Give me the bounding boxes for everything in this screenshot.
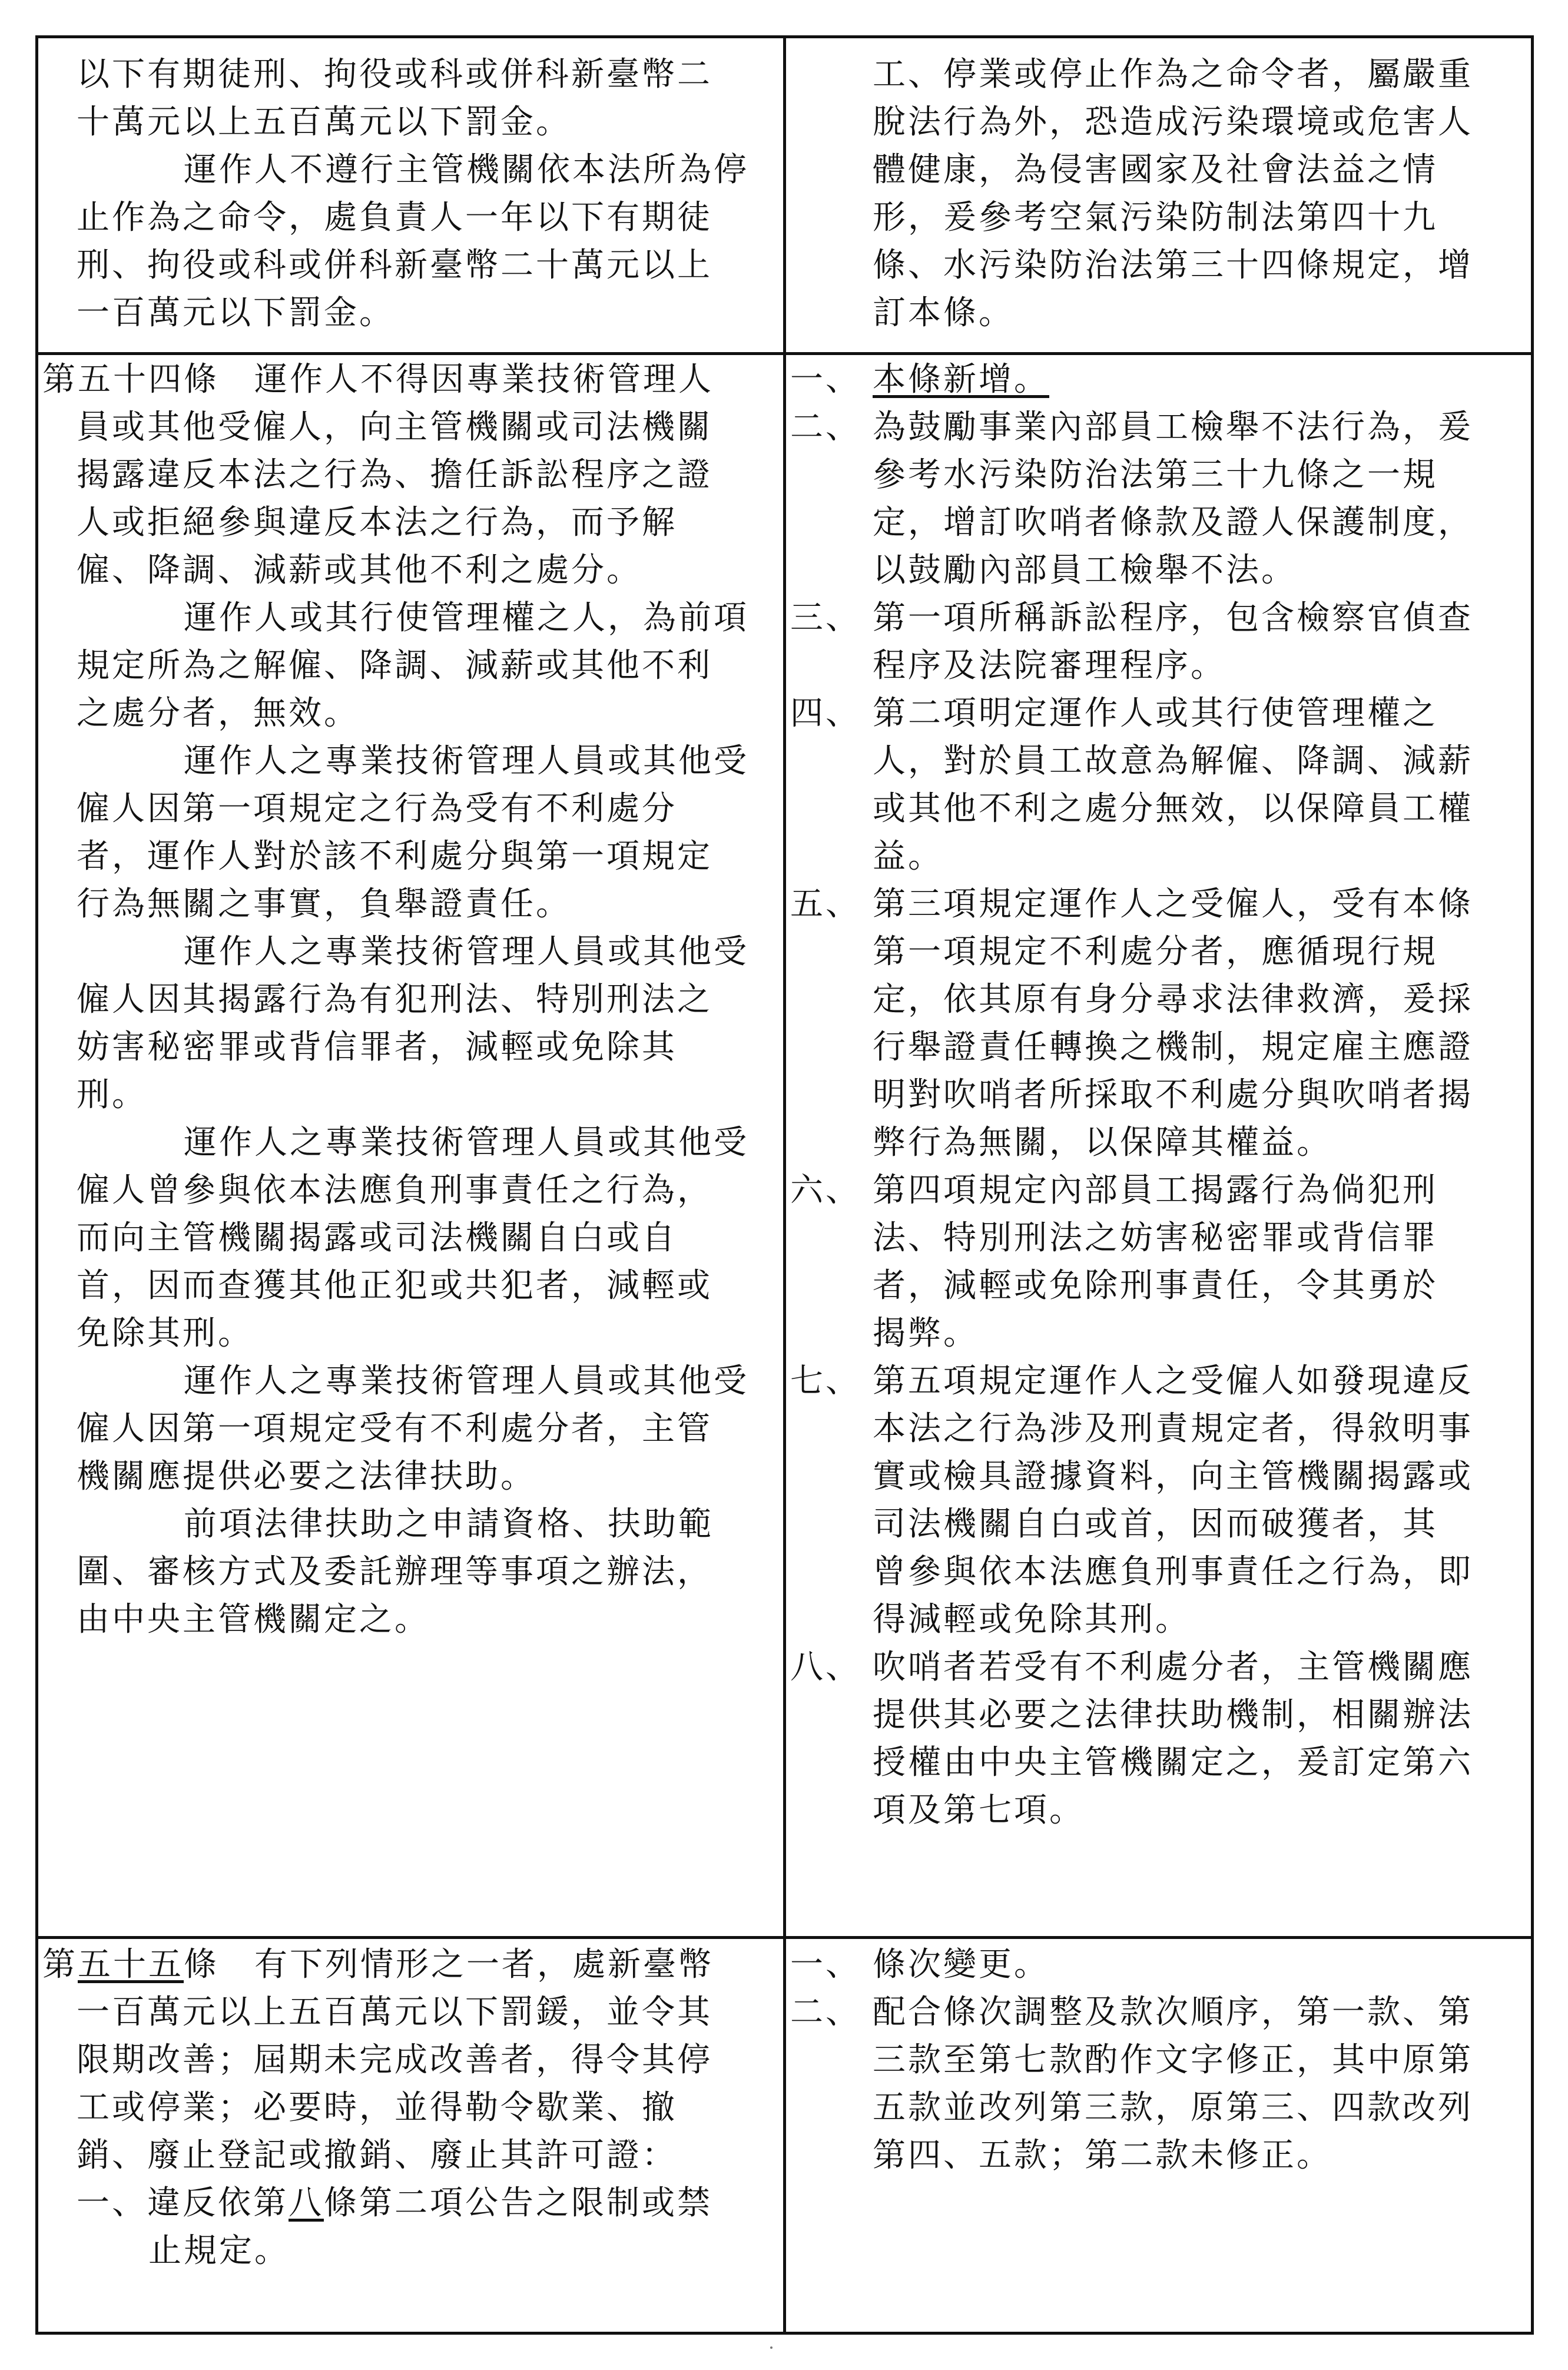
- text-line: 授權由中央主管機關定之，爰訂定第六: [873, 1743, 1473, 1782]
- row3-right-cell: [790, 1941, 1526, 2179]
- text-line: 第四、五款；第二款未修正。: [873, 2136, 1332, 2175]
- text-line: 弊行為無關，以保障其權益。: [873, 1123, 1332, 1162]
- text-line: 實或檢具證據資料，向主管機關揭露或: [873, 1457, 1473, 1496]
- heading-part-underlined: 五十五: [78, 1945, 184, 1984]
- text-line: 員或其他受僱人，向主管機關或司法機關: [77, 408, 712, 446]
- text-line: 明對吹哨者所採取不利處分與吹哨者揭: [873, 1076, 1473, 1114]
- article-heading: 第五十四條 運作人不得因專業技術管理人: [42, 360, 714, 399]
- text-line: 提供其必要之法律扶助機制，相關辦法: [873, 1696, 1473, 1734]
- text-line: 體健康，為侵害國家及社會法益之情: [873, 151, 1438, 189]
- heading-part: 第: [42, 1945, 78, 1984]
- text-line: 僱人因其揭露行為有犯刑法、特別刑法之: [77, 980, 712, 1019]
- text-line: 僱人因第一項規定受有不利處分者，主管: [77, 1410, 712, 1448]
- text-line: 程序及法院審理程序。: [873, 647, 1226, 685]
- text-line: 一百萬元以下罰金。: [77, 294, 395, 332]
- text-line: 止規定。: [148, 2232, 290, 2270]
- text-line: 刑、拘役或科或併科新臺幣二十萬元以上: [77, 246, 712, 284]
- text-line: 為鼓勵事業內部員工檢舉不法行為，爰: [873, 408, 1473, 446]
- row1-left-cell: [42, 51, 778, 337]
- explanation-item: [790, 1166, 1526, 1357]
- explanation-item: [790, 880, 1526, 1166]
- text-line: 或其他不利之處分無效，以保障員工權: [873, 790, 1473, 828]
- text-line: 定，依其原有身分尋求法律救濟，爰採: [873, 980, 1473, 1019]
- text-line: 五款並改列第三款，原第三、四款改列: [873, 2089, 1473, 2127]
- row1-right-cell: [790, 51, 1526, 337]
- row2-left-cell: [42, 356, 778, 1643]
- text-line: 司法機關自白或首，因而破獲者，其: [873, 1505, 1438, 1543]
- text-line: 由中央主管機關定之。: [77, 1600, 430, 1639]
- text-line: 僱人因第一項規定之行為受有不利處分: [77, 790, 677, 828]
- text-line: 運作人不遵行主管機關依本法所為停: [184, 151, 749, 189]
- row3-left-cell: [42, 1941, 778, 2275]
- item-number: 二、: [790, 1993, 861, 2031]
- item-number: 五、: [790, 885, 861, 923]
- text-line: 條、水污染防治法第三十四條規定，增: [873, 246, 1473, 284]
- text-line: 運作人之專業技術管理人員或其他受: [184, 1123, 749, 1162]
- text-line: 本條新增。: [873, 360, 1049, 399]
- text-line: 規定所為之解僱、降調、減薪或其他不利: [77, 647, 712, 685]
- item-number: 二、: [790, 408, 861, 446]
- text-line: 參考水污染防治法第三十九條之一規: [873, 456, 1438, 494]
- text-line: 配合條次調整及款次順序，第一款、第: [873, 1993, 1473, 2031]
- text-line: 運作人之專業技術管理人員或其他受: [184, 933, 749, 971]
- text-line: 圍、審核方式及委託辦理等事項之辦法，: [77, 1553, 712, 1591]
- text-line: 首，因而查獲其他正犯或共犯者，減輕或: [77, 1267, 712, 1305]
- text-line: 形，爰參考空氣污染防制法第四十九: [873, 198, 1438, 237]
- clause-item: [42, 2179, 778, 2227]
- heading-part: 條 有下列情形之一者，處新臺幣: [184, 1945, 714, 1984]
- text-line: 揭露違反本法之行為、擔任訴訟程序之證: [77, 456, 712, 494]
- item-number: 六、: [790, 1171, 861, 1209]
- text-line: 曾參與依本法應負刑事責任之行為，即: [873, 1553, 1473, 1591]
- text-line: 第四項規定內部員工揭露行為倘犯刑: [873, 1171, 1438, 1209]
- text-line: 脫法行為外，恐造成污染環境或危害人: [873, 103, 1473, 141]
- explanation-item: [790, 1357, 1526, 1643]
- text-line: 運作人之專業技術管理人員或其他受: [184, 742, 749, 780]
- text-line: 以下有期徒刑、拘役或科或併科新臺幣二: [77, 55, 712, 94]
- text-line: 行為無關之事實，負舉證責任。: [77, 885, 571, 923]
- text-line: 第一項所稱訴訟程序，包含檢察官偵查: [873, 599, 1473, 637]
- row2-right-cell: [790, 356, 1526, 1834]
- text-line: 條次變更。: [873, 1945, 1049, 1984]
- text-line: 吹哨者若受有不利處分者，主管機關應: [873, 1648, 1473, 1686]
- explanation-item: [790, 1941, 1526, 1988]
- table-border-left: [35, 35, 38, 2335]
- text-line: 以鼓勵內部員工檢舉不法。: [873, 551, 1297, 589]
- text-line: 第一項規定不利處分者，應循現行規: [873, 933, 1438, 971]
- text-line: 得減輕或免除其刑。: [873, 1600, 1191, 1639]
- text-line: 三款至第七款酌作文字修正，其中原第: [873, 2041, 1473, 2079]
- text-line: 者，運作人對於該不利處分與第一項規定: [77, 837, 712, 876]
- clause-part-underlined: 八: [289, 2184, 324, 2222]
- text-line: 一百萬元以上五百萬元以下罰鍰，並令其: [77, 1993, 712, 2031]
- text-line: 第五項規定運作人之受僱人如發現違反: [873, 1362, 1473, 1400]
- text-line: 工、停業或停止作為之命令者，屬嚴重: [873, 55, 1473, 94]
- clause-part: 一、違反依第: [77, 2184, 289, 2222]
- item-number: 八、: [790, 1648, 861, 1686]
- column-divider: [783, 35, 786, 2335]
- text-line: 第三項規定運作人之受僱人，受有本條: [873, 885, 1473, 923]
- article-heading: [42, 1941, 778, 1988]
- table-border-right: [1531, 35, 1534, 2335]
- text-line: 揭弊。: [873, 1314, 979, 1353]
- item-number: 三、: [790, 599, 861, 637]
- item-number: 四、: [790, 694, 861, 732]
- text-line: 十萬元以上五百萬元以下罰金。: [77, 103, 571, 141]
- text-line: 訂本條。: [873, 294, 1014, 332]
- explanation-item: [790, 1988, 1526, 2179]
- text-line: 之處分者，無效。: [77, 694, 359, 732]
- text-line: 而向主管機關揭露或司法機關自白或自: [77, 1219, 677, 1257]
- text-line: 項及第七項。: [873, 1791, 1085, 1829]
- text-line: 定，增訂吹哨者條款及證人保護制度，: [873, 503, 1473, 542]
- explanation-item: [790, 356, 1526, 403]
- text-line: 妨害秘密罪或背信罪者，減輕或免除其: [77, 1028, 677, 1066]
- text-line: 本法之行為涉及刑責規定者，得敘明事: [873, 1410, 1473, 1448]
- text-line: 益。: [873, 837, 943, 876]
- text-line: 僱、降調、減薪或其他不利之處分。: [77, 551, 642, 589]
- text-line: 止作為之命令，處負責人一年以下有期徒: [77, 198, 712, 237]
- text-line: 機關應提供必要之法律扶助。: [77, 1457, 536, 1496]
- text-line: 運作人或其行使管理權之人，為前項: [184, 599, 749, 637]
- explanation-item: [790, 594, 1526, 690]
- text-line: 限期改善；屆期未完成改善者，得令其停: [77, 2041, 712, 2079]
- text-line: 行舉證責任轉換之機制，規定雇主應證: [873, 1028, 1473, 1066]
- scan-speck: [770, 2346, 773, 2349]
- explanation-item: [790, 690, 1526, 880]
- text-line: 前項法律扶助之申請資格、扶助範: [184, 1505, 714, 1543]
- item-number: 七、: [790, 1362, 861, 1400]
- text-line: 刑。: [77, 1076, 147, 1114]
- text-line: 工或停業；必要時，並得勒令歇業、撤: [77, 2089, 677, 2127]
- text-line: 免除其刑。: [77, 1314, 253, 1353]
- item-number: 一、: [790, 1945, 861, 1984]
- explanation-item: [790, 1643, 1526, 1834]
- text-line: 運作人之專業技術管理人員或其他受: [184, 1362, 749, 1400]
- explanation-item: [790, 403, 1526, 594]
- text-line: 人，對於員工故意為解僱、降調、減薪: [873, 742, 1473, 780]
- text-line: 銷、廢止登記或撤銷、廢止其許可證：: [77, 2136, 677, 2175]
- clause-part: 條第二項公告之限制或禁: [324, 2184, 712, 2222]
- text-line: 者，減輕或免除刑事責任，令其勇於: [873, 1267, 1438, 1305]
- text-line: 法、特別刑法之妨害秘密罪或背信罪: [873, 1219, 1438, 1257]
- item-number: 一、: [790, 360, 861, 399]
- text-line: 人或拒絕參與違反本法之行為，而予解: [77, 503, 677, 542]
- text-line: 第二項明定運作人或其行使管理權之: [873, 694, 1438, 732]
- text-line: 僱人曾參與依本法應負刑事責任之行為，: [77, 1171, 712, 1209]
